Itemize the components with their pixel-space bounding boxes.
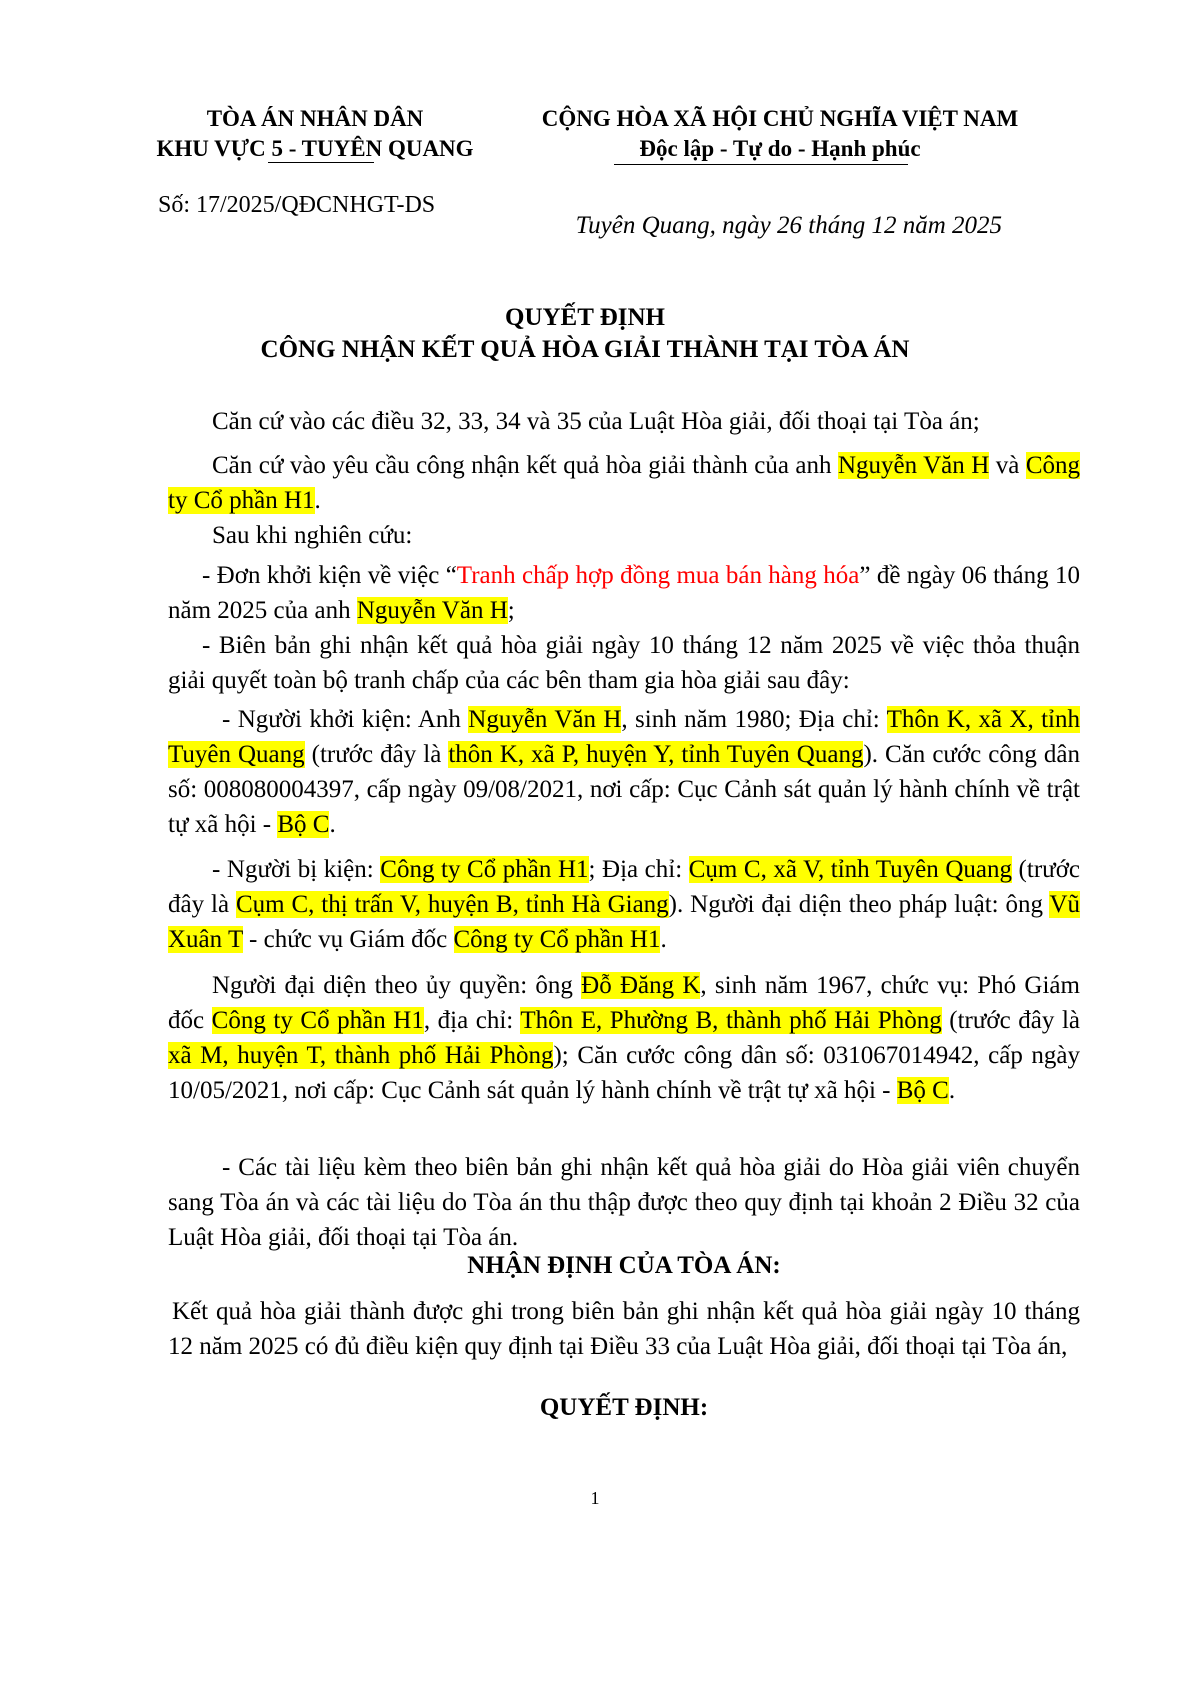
dispute-type: Tranh chấp hợp đồng mua bán hàng hóa: [456, 562, 860, 589]
court-line1: TÒA ÁN NHÂN DÂN: [206, 106, 424, 131]
party-name: Nguyễn Văn H: [356, 597, 508, 624]
text: Căn cứ vào yêu cầu công nhận kết quả hòa giải thành của anh: [212, 452, 838, 479]
party-name: Nguyễn Văn H: [468, 706, 622, 733]
text: (trước đây là: [304, 741, 449, 768]
national-motto: [520, 104, 1040, 164]
text: (trước đây là: [941, 1007, 1080, 1034]
company-name: Công ty Cổ phần H1: [211, 1007, 424, 1034]
text: ). Căn cước công dân số: 008080004397, cấp ngày 09/08/2021, nơi cấp: Cục Cảnh sát quản lý hành chính về trật tự xã hội -: [168, 741, 1080, 838]
motto-underline: [614, 164, 908, 165]
nation-line2: Độc lập - Tự do - Hạnh phúc: [639, 136, 921, 161]
court-underline: [268, 162, 374, 163]
text: (trước đây là: [168, 856, 1081, 918]
title-line2: CÔNG NHẬN KẾT QUẢ HÒA GIẢI THÀNH TẠI TÒA ÁN: [260, 336, 910, 363]
old-address: Cụm C, thị trấn V, huyện B, tỉnh Hà Giang: [235, 891, 669, 918]
address: Thôn E, Phường B, thành phố Hải Phòng: [520, 1007, 942, 1034]
place-date: Tuyên Quang, ngày 26 tháng 12 năm 2025: [575, 212, 1002, 239]
text: và: [989, 452, 1026, 479]
text: - Đơn khởi kiện về việc “: [202, 562, 457, 589]
text: , địa chỉ:: [423, 1007, 521, 1034]
paragraph-minutes: - Biên bản ghi nhận kết quả hòa giải ngày 10 tháng 12 năm 2025 về việc thỏa thuận giải quyết toàn bộ tranh chấp của các bên tham gia hòa giải sau đây:: [168, 632, 1080, 694]
heading-decision: QUYẾT ĐỊNH:: [539, 1394, 709, 1421]
court-line2: KHU VỰC 5 - TUYÊN QUANG: [156, 136, 474, 161]
paragraph-plaintiff: [168, 702, 1080, 842]
paragraph-request: [168, 448, 1080, 518]
representative-name: Đỗ Đăng K: [581, 972, 701, 999]
old-address: xã M, huyện T, thành phố Hải Phòng: [168, 1042, 554, 1069]
text: .: [948, 1077, 956, 1104]
party-name: Nguyễn Văn H: [837, 452, 990, 479]
text: .: [329, 811, 336, 838]
text: ); Căn cước công dân số: 031067014942, cấp ngày 10/05/2021, nơi cấp: Cục Cảnh sát quản lý hành chính về trật tự xã hội -: [168, 1042, 1080, 1104]
ministry: Bộ C: [277, 811, 330, 838]
company-name: Công ty Cổ phần H1: [380, 856, 589, 883]
text: ” đề ngày 06 tháng 10 năm 2025 của anh: [168, 562, 1080, 624]
title-line1: QUYẾT ĐỊNH: [505, 304, 665, 331]
document-title: [150, 302, 1020, 366]
text: .: [660, 926, 667, 953]
paragraph-authorized-rep: [168, 968, 1080, 1108]
paragraph-assessment: Kết quả hòa giải thành được ghi trong biên bản ghi nhận kết quả hòa giải ngày 10 tháng 12 năm 2025 có đủ điều kiện quy định tại Điều 33 của Luật Hòa giải, đối thoại tại Tòa án,: [168, 1298, 1080, 1360]
paragraph-attachments: - Các tài liệu kèm theo biên bản ghi nhận kết quả hòa giải do Hòa giải viên chuyển sang Tòa án và các tài liệu do Tòa án thu thập được theo quy định tại khoản 2 Điều 32 của Luật Hòa giải, đối thoại tại Tòa án.: [168, 1154, 1080, 1251]
court-name: [150, 104, 480, 164]
text: .: [314, 487, 321, 514]
nation-line1: CỘNG HÒA XÃ HỘI CHỦ NGHĨA VIỆT NAM: [541, 106, 1019, 131]
paragraph-after-study: Sau khi nghiên cứu:: [212, 522, 413, 549]
page-number: 1: [590, 1488, 600, 1508]
text: - Người khởi kiện: Anh: [222, 706, 469, 733]
heading-court-assessment: NHẬN ĐỊNH CỦA TÒA ÁN:: [467, 1252, 781, 1279]
text: ;: [507, 597, 515, 624]
text: - chức vụ Giám đốc: [242, 926, 454, 953]
paragraph-legal-basis: Căn cứ vào các điều 32, 33, 34 và 35 của Luật Hòa giải, đối thoại tại Tòa án;: [212, 408, 980, 435]
old-address: thôn K, xã P, huyện Y, tỉnh Tuyên Quang: [448, 741, 864, 768]
document-number: Số: 17/2025/QĐCNHGT-DS: [158, 192, 436, 218]
text: ; Địa chỉ:: [588, 856, 689, 883]
company-name: Công ty Cổ phần H1: [168, 452, 1080, 514]
paragraph-defendant: [168, 852, 1080, 957]
paragraph-petition: [168, 558, 1080, 628]
text: Người đại diện theo ủy quyền: ông: [212, 972, 582, 999]
representative-name: Vũ Xuân T: [168, 891, 1081, 953]
text: , sinh năm 1967, chức vụ: Phó Giám đốc: [168, 972, 1080, 1034]
text: ). Người đại diện theo pháp luật: ông: [668, 891, 1050, 918]
text: , sinh năm 1980; Địa chỉ:: [621, 706, 887, 733]
address: Cụm C, xã V, tỉnh Tuyên Quang: [688, 856, 1012, 883]
address: Thôn K, xã X, tỉnh Tuyên Quang: [168, 706, 1080, 768]
ministry: Bộ C: [896, 1077, 949, 1104]
text: - Người bị kiện:: [212, 856, 381, 883]
company-name: Công ty Cổ phần H1: [453, 926, 661, 953]
